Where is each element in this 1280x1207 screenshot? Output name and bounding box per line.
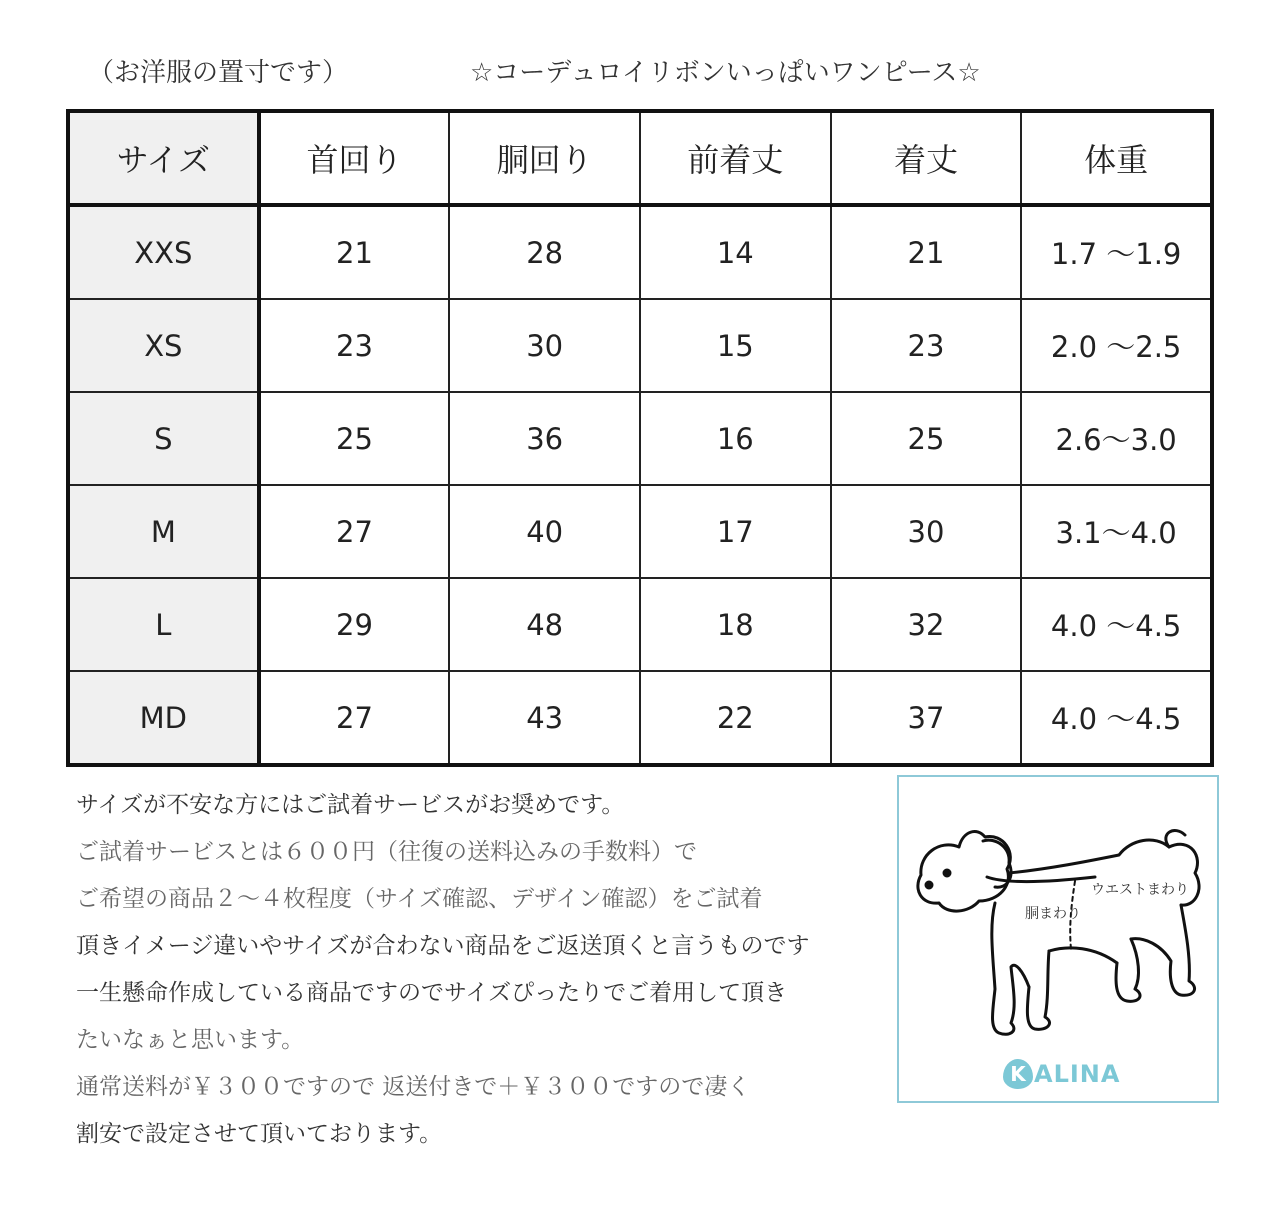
table-row [68, 485, 1212, 578]
front-length-cell: 18 [640, 578, 831, 671]
size-table [66, 109, 1214, 767]
dog-outline-icon [899, 777, 1217, 1101]
measurement-illustration [897, 775, 1219, 1103]
chest-cell: 30 [449, 299, 640, 392]
neck-cell: 27 [259, 671, 450, 765]
chest-cell: 36 [449, 392, 640, 485]
neck-cell: 21 [259, 205, 450, 299]
waist-label: ウエストまわり [1091, 882, 1189, 898]
note-line: 通常送料が￥３００ですので 返送付きで＋￥３００ですので凄く [76, 1074, 751, 1100]
size-cell: XS [68, 299, 259, 392]
length-cell: 30 [831, 485, 1022, 578]
logo-mark-icon: K [1003, 1059, 1033, 1089]
front-length-cell: 14 [640, 205, 831, 299]
chest-cell: 28 [449, 205, 640, 299]
table-row [68, 578, 1212, 671]
weight-cell: 1.7 ～1.9 [1021, 205, 1212, 299]
note-line: 割安で設定させて頂いております。 [76, 1121, 443, 1147]
chest-cell: 40 [449, 485, 640, 578]
weight-cell: 2.6～3.0 [1021, 392, 1212, 485]
chest-cell: 43 [449, 671, 640, 765]
length-cell: 32 [831, 578, 1022, 671]
length-cell: 23 [831, 299, 1022, 392]
size-cell: M [68, 485, 259, 578]
column-header-chest: 胴回り [449, 111, 640, 205]
size-cell: L [68, 578, 259, 671]
table-row [68, 671, 1212, 765]
neck-cell: 23 [259, 299, 450, 392]
weight-cell: 4.0 ～4.5 [1021, 671, 1212, 765]
note-line: ご希望の商品２～４枚程度（サイズ確認、デザイン確認）をご試着 [76, 886, 763, 912]
column-header-size: サイズ [68, 111, 259, 205]
note-line: サイズが不安な方にはご試着サービスがお奨めです。 [76, 792, 625, 818]
notes-block [76, 782, 896, 1158]
table-header-row [68, 111, 1212, 205]
weight-cell: 2.0 ～2.5 [1021, 299, 1212, 392]
chest-label: 胴まわり [1025, 906, 1081, 922]
header-note: （お洋服の置寸です） [88, 58, 349, 88]
column-header-neck: 首回り [259, 111, 450, 205]
logo-text: ALINA [1034, 1060, 1121, 1088]
table-row [68, 205, 1212, 299]
neck-cell: 27 [259, 485, 450, 578]
front-length-cell: 16 [640, 392, 831, 485]
product-title: ☆コーデュロイリボンいっぱいワンピース☆ [470, 58, 981, 88]
length-cell: 37 [831, 671, 1022, 765]
size-cell: S [68, 392, 259, 485]
note-line: 一生懸命作成している商品ですのでサイズぴったりでご着用して頂き [76, 980, 788, 1006]
weight-cell: 4.0 ～4.5 [1021, 578, 1212, 671]
note-line: 頂きイメージ違いやサイズが合わない商品をご返送頂くと言うものです [76, 933, 810, 959]
neck-cell: 25 [259, 392, 450, 485]
column-header-length: 着丈 [831, 111, 1022, 205]
size-cell: XXS [68, 205, 259, 299]
weight-cell: 3.1～4.0 [1021, 485, 1212, 578]
table-row [68, 392, 1212, 485]
front-length-cell: 22 [640, 671, 831, 765]
size-cell: MD [68, 671, 259, 765]
brand-logo [1003, 1057, 1120, 1091]
column-header-weight: 体重 [1021, 111, 1212, 205]
note-line: ご試着サービスとは６００円（往復の送料込みの手数料）で [76, 839, 697, 865]
column-header-front-length: 前着丈 [640, 111, 831, 205]
length-cell: 25 [831, 392, 1022, 485]
front-length-cell: 15 [640, 299, 831, 392]
neck-cell: 29 [259, 578, 450, 671]
table-row [68, 299, 1212, 392]
length-cell: 21 [831, 205, 1022, 299]
note-line: たいなぁと思います。 [76, 1027, 305, 1053]
front-length-cell: 17 [640, 485, 831, 578]
chest-cell: 48 [449, 578, 640, 671]
